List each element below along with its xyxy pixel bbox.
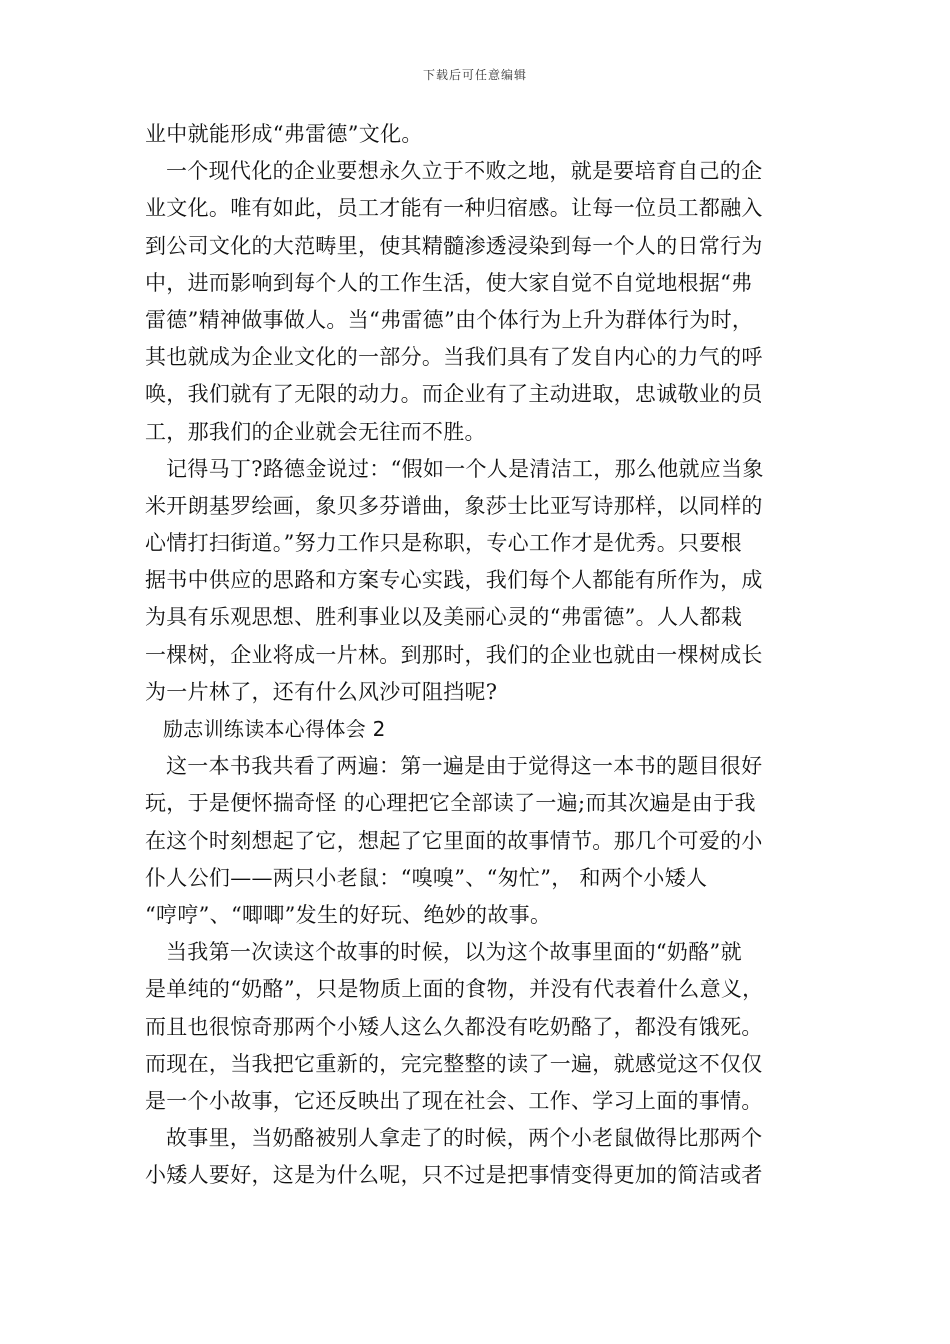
text-line: 业中就能形成“弗雷德”文化。 <box>145 122 423 146</box>
text-line: 记得马丁?路德金说过：“假如一个人是清洁工，那么他就应当象 <box>166 456 764 481</box>
text-line: 雷德”精神做事做人。当“弗雷德”由个体行为上升为群体行为时， <box>145 307 754 332</box>
text-line: 当我第一次读这个故事的时候，以为这个故事里面的“奶酪”就 <box>166 940 742 965</box>
text-line: 心情打扫街道。”努力工作只是称职，专心工作才是优秀。只要根 <box>145 531 742 556</box>
text-line: 玩，于是便怀揣奇怪 的心理把它全部读了一遍;而其次遍是由于我 <box>145 791 756 816</box>
text-line: “哼哼”、“唧唧”发生的好玩、绝妙的故事。 <box>145 902 552 927</box>
text-line: 故事里，当奶酪被别人拿走了的时候，两个小老鼠做得比那两个 <box>166 1126 763 1151</box>
text-line: 一个现代化的企业要想永久立于不败之地，就是要培育自己的企 <box>166 159 763 184</box>
text-line: 小矮人要好，这是为什么呢，只不过是把事情变得更加的简洁或者 <box>145 1163 763 1188</box>
text-line: 仆人公们——两只小老鼠：“嗅嗅”、“匆忙”， 和两个小矮人 <box>145 865 708 890</box>
text-line: 到公司文化的大范畴里，使其精髓渗透浸染到每一个人的日常行为 <box>145 233 763 258</box>
text-line: 其也就成为企业文化的一部分。当我们具有了发自内心的力气的呼 <box>145 345 763 370</box>
text-line: 中，进而影响到每个人的工作生活，使大家自觉不自觉地根据“弗 <box>145 270 753 295</box>
text-line: 在这个时刻想起了它，想起了它里面的故事情节。那几个可爱的小 <box>145 828 763 853</box>
text-line: 米开朗基罗绘画，象贝多芬谱曲，象莎士比亚写诗那样，以同样的 <box>145 493 763 518</box>
section-heading: 励志训练读本心得体会 2 <box>163 717 386 741</box>
text-line: 而且也很惊奇那两个小矮人这么久都没有吃奶酪了，都没有饿死。 <box>145 1014 763 1039</box>
text-line: 业文化。唯有如此，员工才能有一种归宿感。让每一位员工都融入 <box>145 196 763 221</box>
text-line: 为具有乐观思想、胜利事业以及美丽心灵的“弗雷德”。人人都栽 <box>145 605 743 630</box>
text-line: 而现在，当我把它重新的，完完整整的读了一遍，就感觉这不仅仅 <box>145 1051 763 1076</box>
text-line: 为一片林了，还有什么风沙可阻挡呢? <box>145 679 498 704</box>
text-line: 据书中供应的思路和方案专心实践，我们每个人都能有所作为，成 <box>145 568 763 593</box>
text-line: 这一本书我共看了两遍：第一遍是由于觉得这一本书的题目很好 <box>166 754 763 779</box>
header-note: 下载后可任意编辑 <box>422 68 527 82</box>
text-line: 工，那我们的企业就会无往而不胜。 <box>145 419 486 444</box>
text-line: 一棵树，企业将成一片林。到那时，我们的企业也就由一棵树成长 <box>145 642 763 667</box>
text-line: 唤，我们就有了无限的动力。而企业有了主动进取，忠诚敬业的员 <box>145 382 763 407</box>
text-line: 是单纯的“奶酪”，只是物质上面的食物，并没有代表着什么意义， <box>145 977 764 1002</box>
text-line: 是一个小故事，它还反映出了现在社会、工作、学习上面的事情。 <box>145 1088 763 1113</box>
body-text <box>145 116 810 1194</box>
